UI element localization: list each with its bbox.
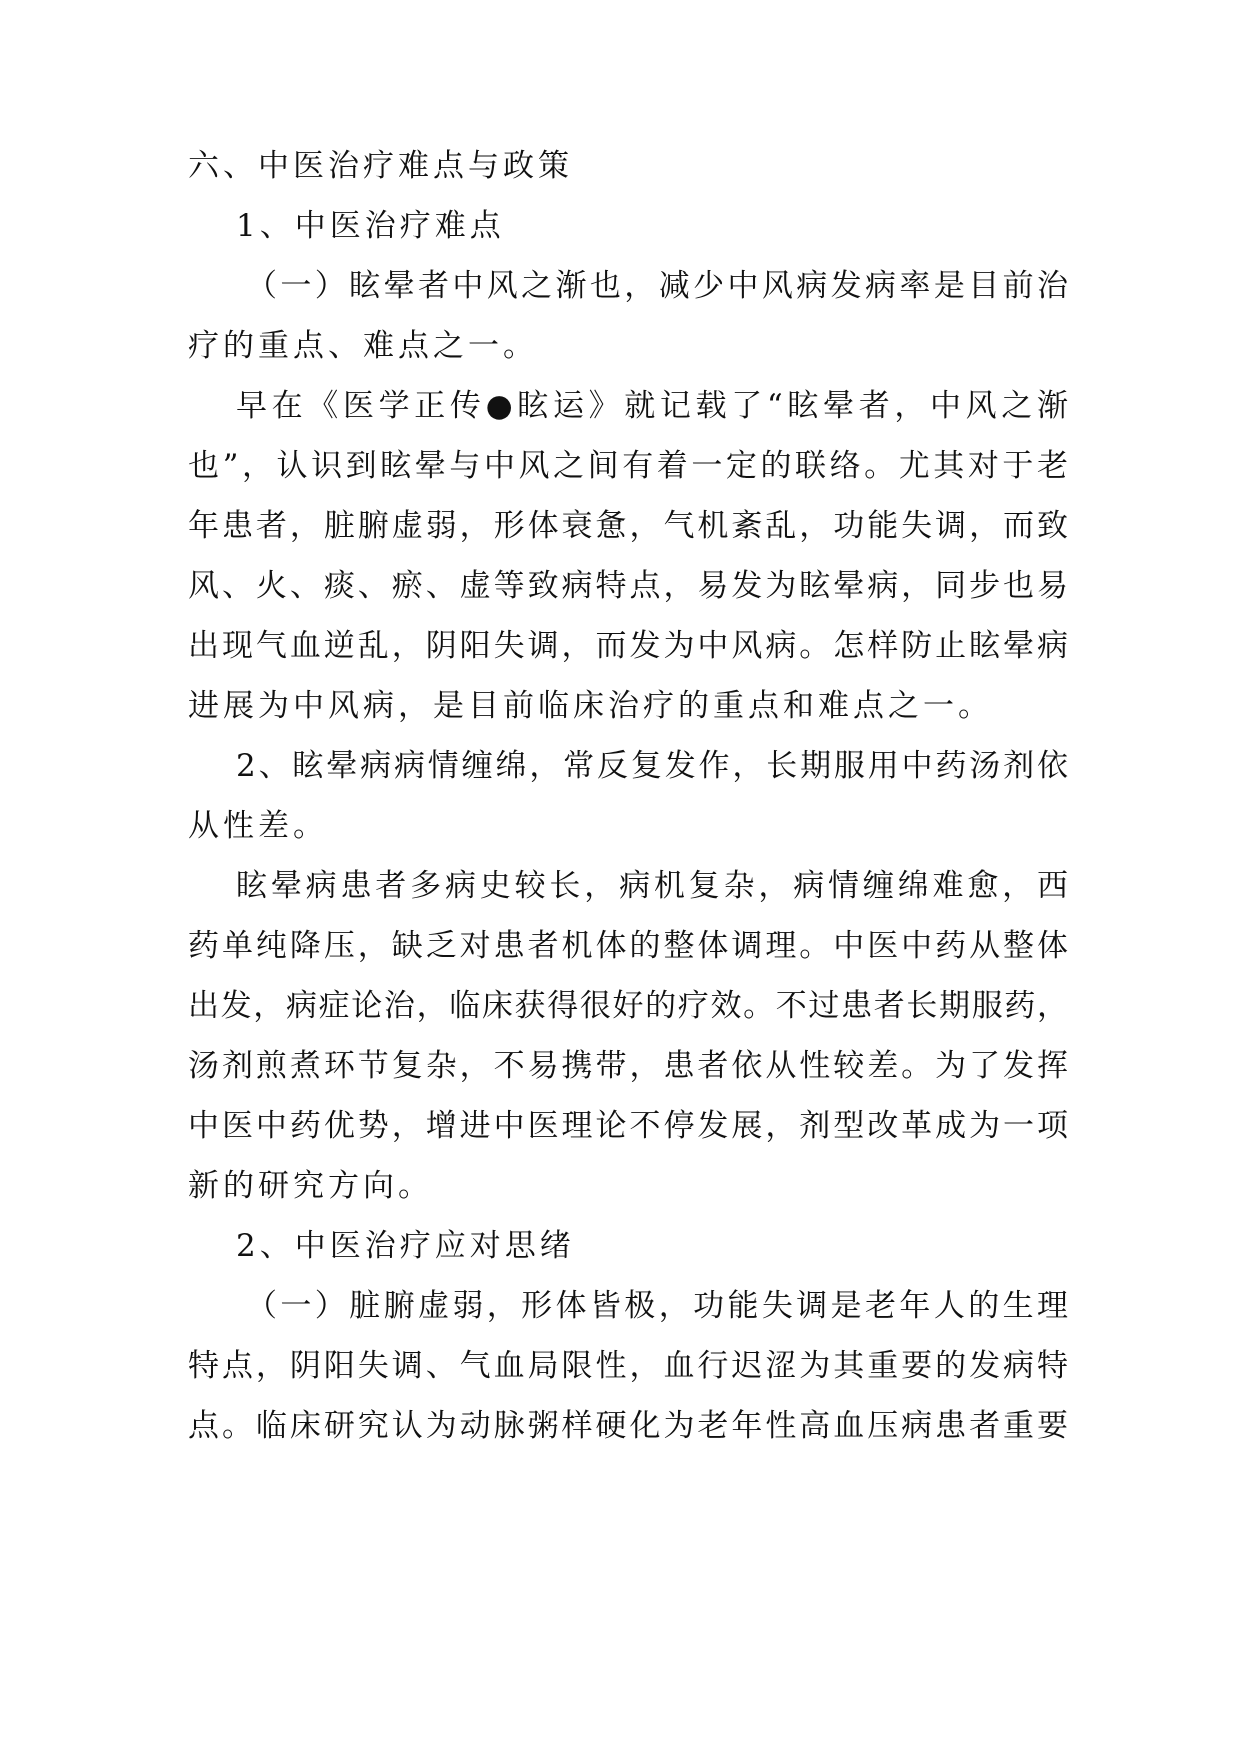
paragraph-line: 眩晕病患者多病史较长，病机复杂，病情缠绵难愈，西 xyxy=(236,868,1068,904)
paragraph-line: 新的研究方向。 xyxy=(188,1168,433,1204)
subsection-title: 2、中医治疗应对思绪 xyxy=(236,1228,575,1264)
section-heading: 六、中医治疗难点与政策 xyxy=(188,148,573,184)
subsection-title: 1、中医治疗难点 xyxy=(236,208,505,244)
point-title-line: （一）眩晕者中风之渐也，减少中风病发病率是目前治 xyxy=(246,268,1068,304)
paragraph-line: 中医中药优势，增进中医理论不停发展，剂型改革成为一项 xyxy=(188,1108,1068,1144)
paragraph-line: 进展为中风病，是目前临床治疗的重点和难点之一。 xyxy=(188,688,993,724)
paragraph-line: 出现气血逆乱，阴阳失调，而发为中风病。怎样防止眩晕病 xyxy=(188,628,1068,664)
paragraph-line: （一）脏腑虚弱，形体皆极，功能失调是老年人的生理 xyxy=(246,1288,1068,1324)
point-title-line: 2、眩晕病病情缠绵，常反复发作，长期服用中药汤剂依 xyxy=(236,748,1068,784)
paragraph-line: 风、火、痰、瘀、虚等致病特点，易发为眩晕病，同步也易 xyxy=(188,568,1068,604)
paragraph-line: 出发，病症论治，临床获得很好的疗效。不过患者长期服药， xyxy=(188,988,1068,1024)
paragraph-line: 早在《医学正传●眩运》就记载了“眩晕者，中风之渐 xyxy=(236,388,1068,424)
paragraph-line: 药单纯降压，缺乏对患者机体的整体调理。中医中药从整体 xyxy=(188,928,1068,964)
paragraph-line: 汤剂煎煮环节复杂，不易携带，患者依从性较差。为了发挥 xyxy=(188,1048,1068,1084)
paragraph-line: 也”，认识到眩晕与中风之间有着一定的联络。尤其对于老 xyxy=(188,448,1068,484)
point-title-line: 从性差。 xyxy=(188,808,328,844)
paragraph-line: 特点，阴阳失调、气血局限性，血行迟涩为其重要的发病特 xyxy=(188,1348,1068,1384)
paragraph-line: 年患者，脏腑虚弱，形体衰惫，气机紊乱，功能失调，而致 xyxy=(188,508,1068,544)
point-title-line: 疗的重点、难点之一。 xyxy=(188,328,538,364)
paragraph-line: 点。临床研究认为动脉粥样硬化为老年性高血压病患者重要 xyxy=(188,1408,1068,1444)
